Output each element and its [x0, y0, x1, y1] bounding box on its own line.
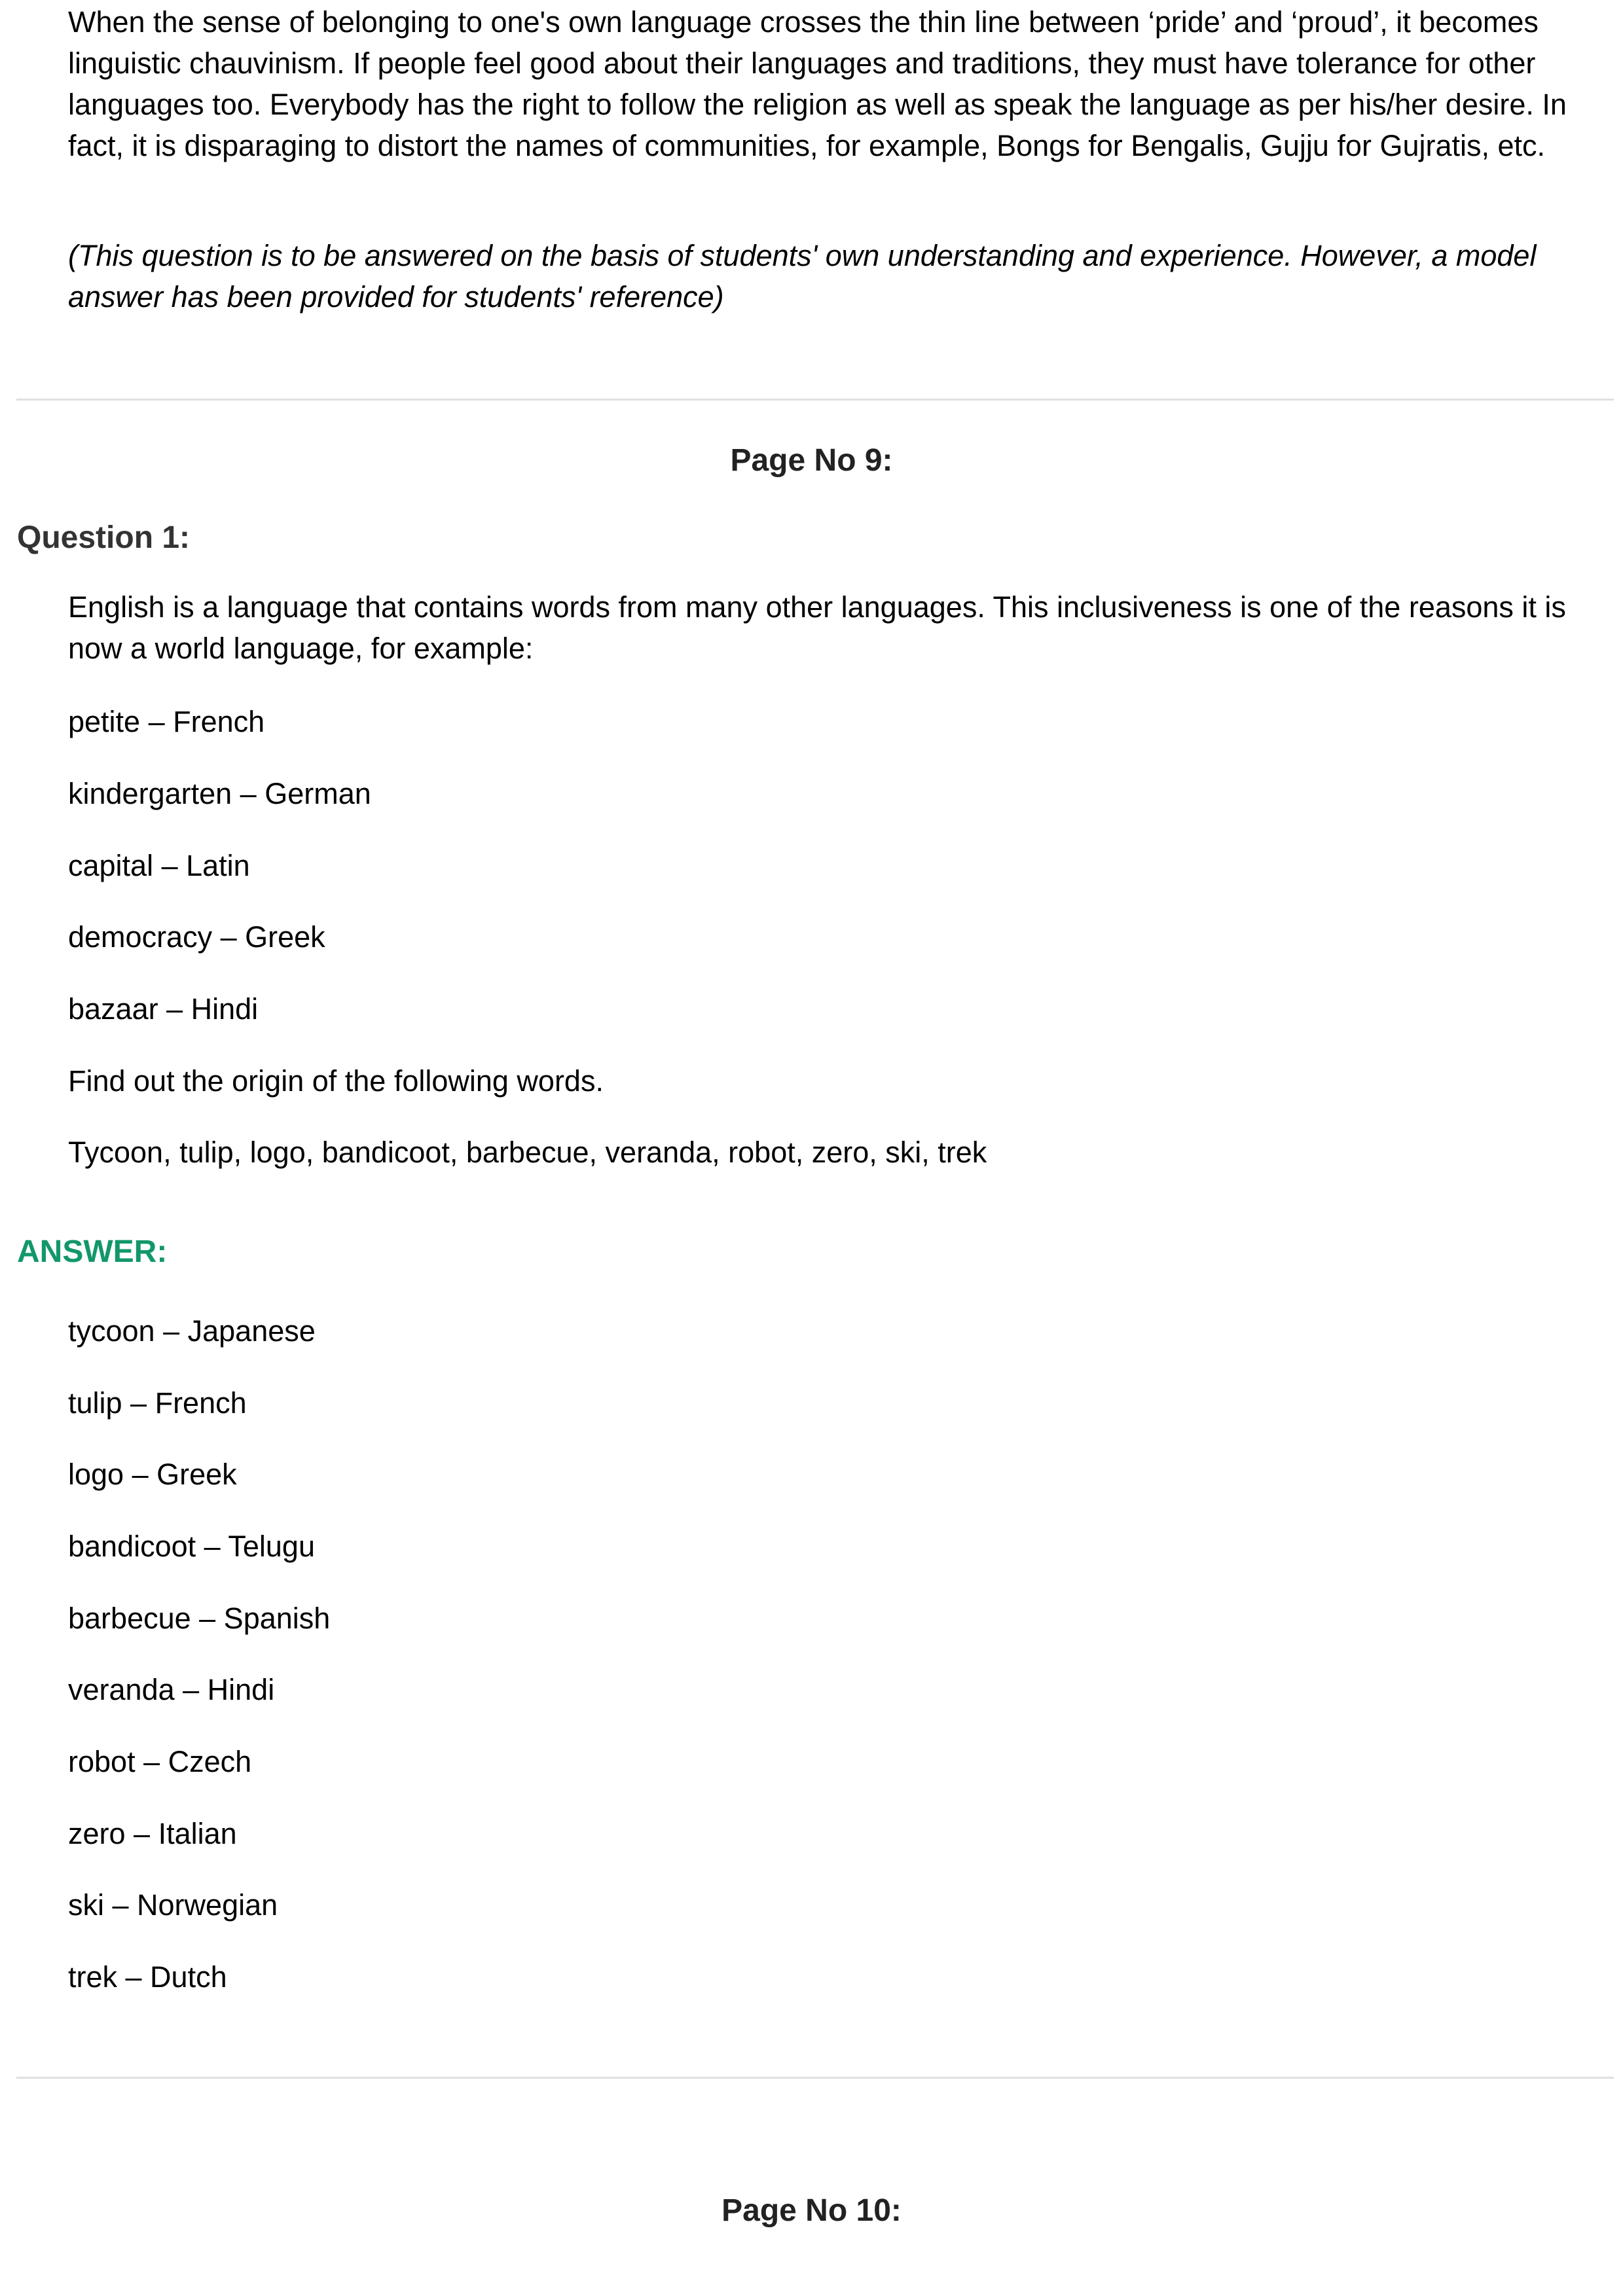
- question-heading: Question 1:: [17, 520, 191, 555]
- example-item: petite – French: [68, 705, 265, 738]
- page-title-10: Page No 10:: [721, 2193, 902, 2228]
- answer-item: trek – Dutch: [68, 1960, 227, 1994]
- example-item: capital – Latin: [68, 849, 250, 882]
- example-item: kindergarten – German: [68, 777, 371, 810]
- example-item: bazaar – Hindi: [68, 992, 259, 1026]
- section-divider: [16, 2077, 1614, 2079]
- model-answer-note: (This question is to be answered on the basis of students' own understanding and experience. However, a model answer has been provided for students' reference): [68, 239, 1537, 314]
- answer-item: zero – Italian: [68, 1817, 237, 1850]
- answer-item: bandicoot – Telugu: [68, 1530, 315, 1563]
- section-divider: [16, 399, 1614, 401]
- answer-item: tulip – French: [68, 1386, 247, 1420]
- answer-item: logo – Greek: [68, 1458, 237, 1491]
- answer-item: tycoon – Japanese: [68, 1314, 316, 1348]
- instruction: Find out the origin of the following words.: [68, 1064, 604, 1098]
- answer-item: barbecue – Spanish: [68, 1602, 331, 1635]
- example-item: democracy – Greek: [68, 920, 325, 954]
- answer-item: veranda – Hindi: [68, 1673, 275, 1706]
- word-list: Tycoon, tulip, logo, bandicoot, barbecue, veranda, robot, zero, ski, trek: [68, 1136, 987, 1169]
- answer-item: robot – Czech: [68, 1745, 252, 1778]
- page-title-9: Page No 9:: [730, 443, 893, 478]
- top-paragraph: When the sense of belonging to one's own language crosses the thin line between ‘pride’ and ‘proud’, it becomes linguistic chauvinism. If people feel good about their languages and traditions, they must have tolerance for other languages too. Everybody has the right to follow the religion as well as speak the language as per his/her desire. In fact, it is disparaging to distort the names of communities, for example, Bongs for Bengalis, Gujju for Gujratis, etc.: [68, 5, 1567, 162]
- answer-item: ski – Norwegian: [68, 1888, 278, 1922]
- question-intro: English is a language that contains words from many other languages. This inclusiveness is one of the reasons it is now a world language, for example:: [68, 590, 1566, 665]
- answer-heading: ANSWER:: [17, 1234, 168, 1269]
